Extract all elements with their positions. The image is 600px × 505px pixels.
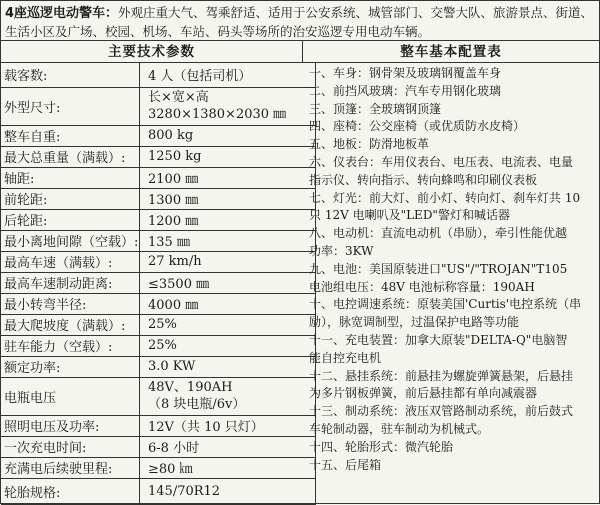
spec-value-line: 48V、190AH	[148, 380, 233, 395]
config-line: 十三、制动系统：液压双管路制动系统，前后鼓式	[309, 404, 574, 419]
spec-table-header: 主要技术参数	[1, 41, 303, 63]
spec-value	[140, 377, 316, 415]
spec-row	[1, 167, 316, 188]
spec-row	[1, 146, 316, 167]
spec-value: 3.0 KW	[140, 356, 316, 377]
spec-label: 额定功率:	[1, 356, 140, 377]
config-table-header: 整车基本配置表	[303, 41, 599, 63]
spec-row	[1, 293, 316, 314]
spec-row	[1, 272, 316, 293]
spec-row	[1, 230, 316, 251]
spec-row	[1, 457, 316, 478]
config-line: 能自控充电机	[309, 350, 382, 365]
spec-label: 最大总重量（满载）:	[1, 146, 140, 167]
spec-label: 最小离地间隙（空载）:	[1, 230, 140, 251]
config-line: 五、地板：防滑地板革	[309, 137, 430, 152]
config-line: 九、电池：美国原装进口"US"/"TROJAN"T105	[309, 261, 568, 276]
spec-label: 驻车能力（空载）:	[1, 335, 140, 356]
spec-value: 145/70R12	[140, 478, 316, 504]
config-line: 功率：3KW	[309, 243, 374, 258]
spec-value: 800 kg	[140, 125, 316, 146]
config-line: 十、电控调速系统：原装美国'Curtis'电控系统（串	[309, 297, 582, 312]
spec-row	[1, 415, 316, 436]
spec-value: 6-8 小时	[140, 436, 316, 457]
spec-value: 1250 kg	[140, 146, 316, 167]
spec-value: 2100 ㎜	[140, 167, 316, 188]
spec-row	[1, 314, 316, 335]
spec-value: 25%	[140, 314, 316, 335]
spec-value-line: （8 块电瓶/6v）	[148, 397, 246, 412]
spec-row	[1, 251, 316, 272]
intro-title: 4座巡逻电动警车：	[5, 6, 119, 21]
spec-table	[1, 63, 316, 505]
config-line: 六、仪表台：车用仪表台、电压表、电流表、电量	[309, 154, 574, 169]
spec-value: ≤3500 ㎜	[140, 272, 316, 293]
spec-value: 25%	[140, 335, 316, 356]
config-line: 指示仪、转向指示、转向蜂鸣和印刷仪表板	[309, 172, 538, 187]
spec-row	[1, 188, 316, 209]
spec-value	[140, 87, 316, 125]
spec-row	[1, 478, 316, 504]
spec-label: 最小转弯半径:	[1, 293, 140, 314]
spec-value-line: 长×宽×高	[148, 90, 209, 105]
spec-row	[1, 87, 316, 125]
spec-label: 前轮距:	[1, 188, 140, 209]
spec-row	[1, 209, 316, 230]
config-line: 十四、轮胎形式：微汽轮胎	[309, 439, 454, 454]
config-line: 三、顶篷：全玻璃钢顶篷	[309, 101, 442, 116]
config-line: 车轮制动器，驻车制动为机械式。	[309, 421, 490, 436]
spec-value: 27 km/h	[140, 251, 316, 272]
spec-value: 12V（共 10 只灯）	[140, 415, 316, 436]
spec-label: 整车自重:	[1, 125, 140, 146]
config-line: 八、电动机：直流电动机（串励），牵引性能优越	[309, 226, 568, 241]
spec-label: 最大爬坡度（满载）:	[1, 314, 140, 335]
config-line: 电池组电压：48V 电池标称容量：190AH	[309, 279, 535, 294]
spec-value-line: 3280×1380×2030 ㎜	[148, 107, 287, 122]
config-line: 只 12V 电喇叭及"LED"警灯和喊话器	[309, 208, 510, 223]
spec-label: 载客数:	[1, 63, 140, 87]
config-line: 四、座椅：公交座椅（或优质防水皮椅）	[309, 119, 526, 134]
spec-row	[1, 125, 316, 146]
spec-value: 1300 ㎜	[140, 188, 316, 209]
spec-label: 充满电后续驶里程:	[1, 457, 140, 478]
intro-text: 外观庄重大气、驾乘舒适、适用于公安系统、城管部门、交警大队、旅游景点、街道、生活小区及广场、校园、机场、车站、码头等场所的治安巡逻专用电动车辆。	[5, 5, 594, 39]
spec-label: 照明电压及功率:	[1, 415, 140, 436]
spec-row	[1, 377, 316, 415]
spec-label: 电瓶电压	[1, 377, 140, 415]
spec-label: 轴距:	[1, 167, 140, 188]
config-line: 十一、充电装置：加拿大原装"DELTA-Q"电脑智	[309, 332, 568, 347]
spec-row	[1, 356, 316, 377]
config-line: 一、车身：钢骨架及玻璃钢覆盖车身	[309, 66, 502, 80]
spec-value: 4000 ㎜	[140, 293, 316, 314]
spec-value: 135 ㎜	[140, 230, 316, 251]
spec-row	[1, 63, 316, 87]
spec-label: 外型尺寸:	[1, 87, 140, 125]
spec-label: 一次充电时间:	[1, 436, 140, 457]
spec-value: 4 人（包括司机）	[140, 63, 316, 87]
spec-label: 最高车速制动距离:	[1, 272, 140, 293]
intro-paragraph	[1, 1, 599, 41]
config-list	[305, 65, 599, 474]
config-line: 励），脉宽调制型，过温保护电路等功能	[309, 315, 520, 330]
spec-row	[1, 436, 316, 457]
spec-value: ≥80 ㎞	[140, 457, 316, 478]
config-line: 七、灯光：前大灯、前小灯、转向灯、刹车灯共 10	[309, 190, 581, 205]
spec-label: 最高车速（满载）:	[1, 251, 140, 272]
config-line: 十五、后尾箱	[309, 457, 382, 472]
config-line: 十二、悬挂系统：前悬挂为螺旋弹簧悬架，后悬挂	[309, 368, 574, 383]
spec-row	[1, 335, 316, 356]
spec-label: 轮胎规格:	[1, 478, 140, 504]
spec-label: 后轮距:	[1, 209, 140, 230]
config-line: 为多片钢板弹簧，前后悬挂都有单向减震器	[309, 386, 538, 401]
spec-value: 1200 ㎜	[140, 209, 316, 230]
config-line: 二、前挡风玻璃：汽车专用钢化玻璃	[309, 83, 502, 98]
